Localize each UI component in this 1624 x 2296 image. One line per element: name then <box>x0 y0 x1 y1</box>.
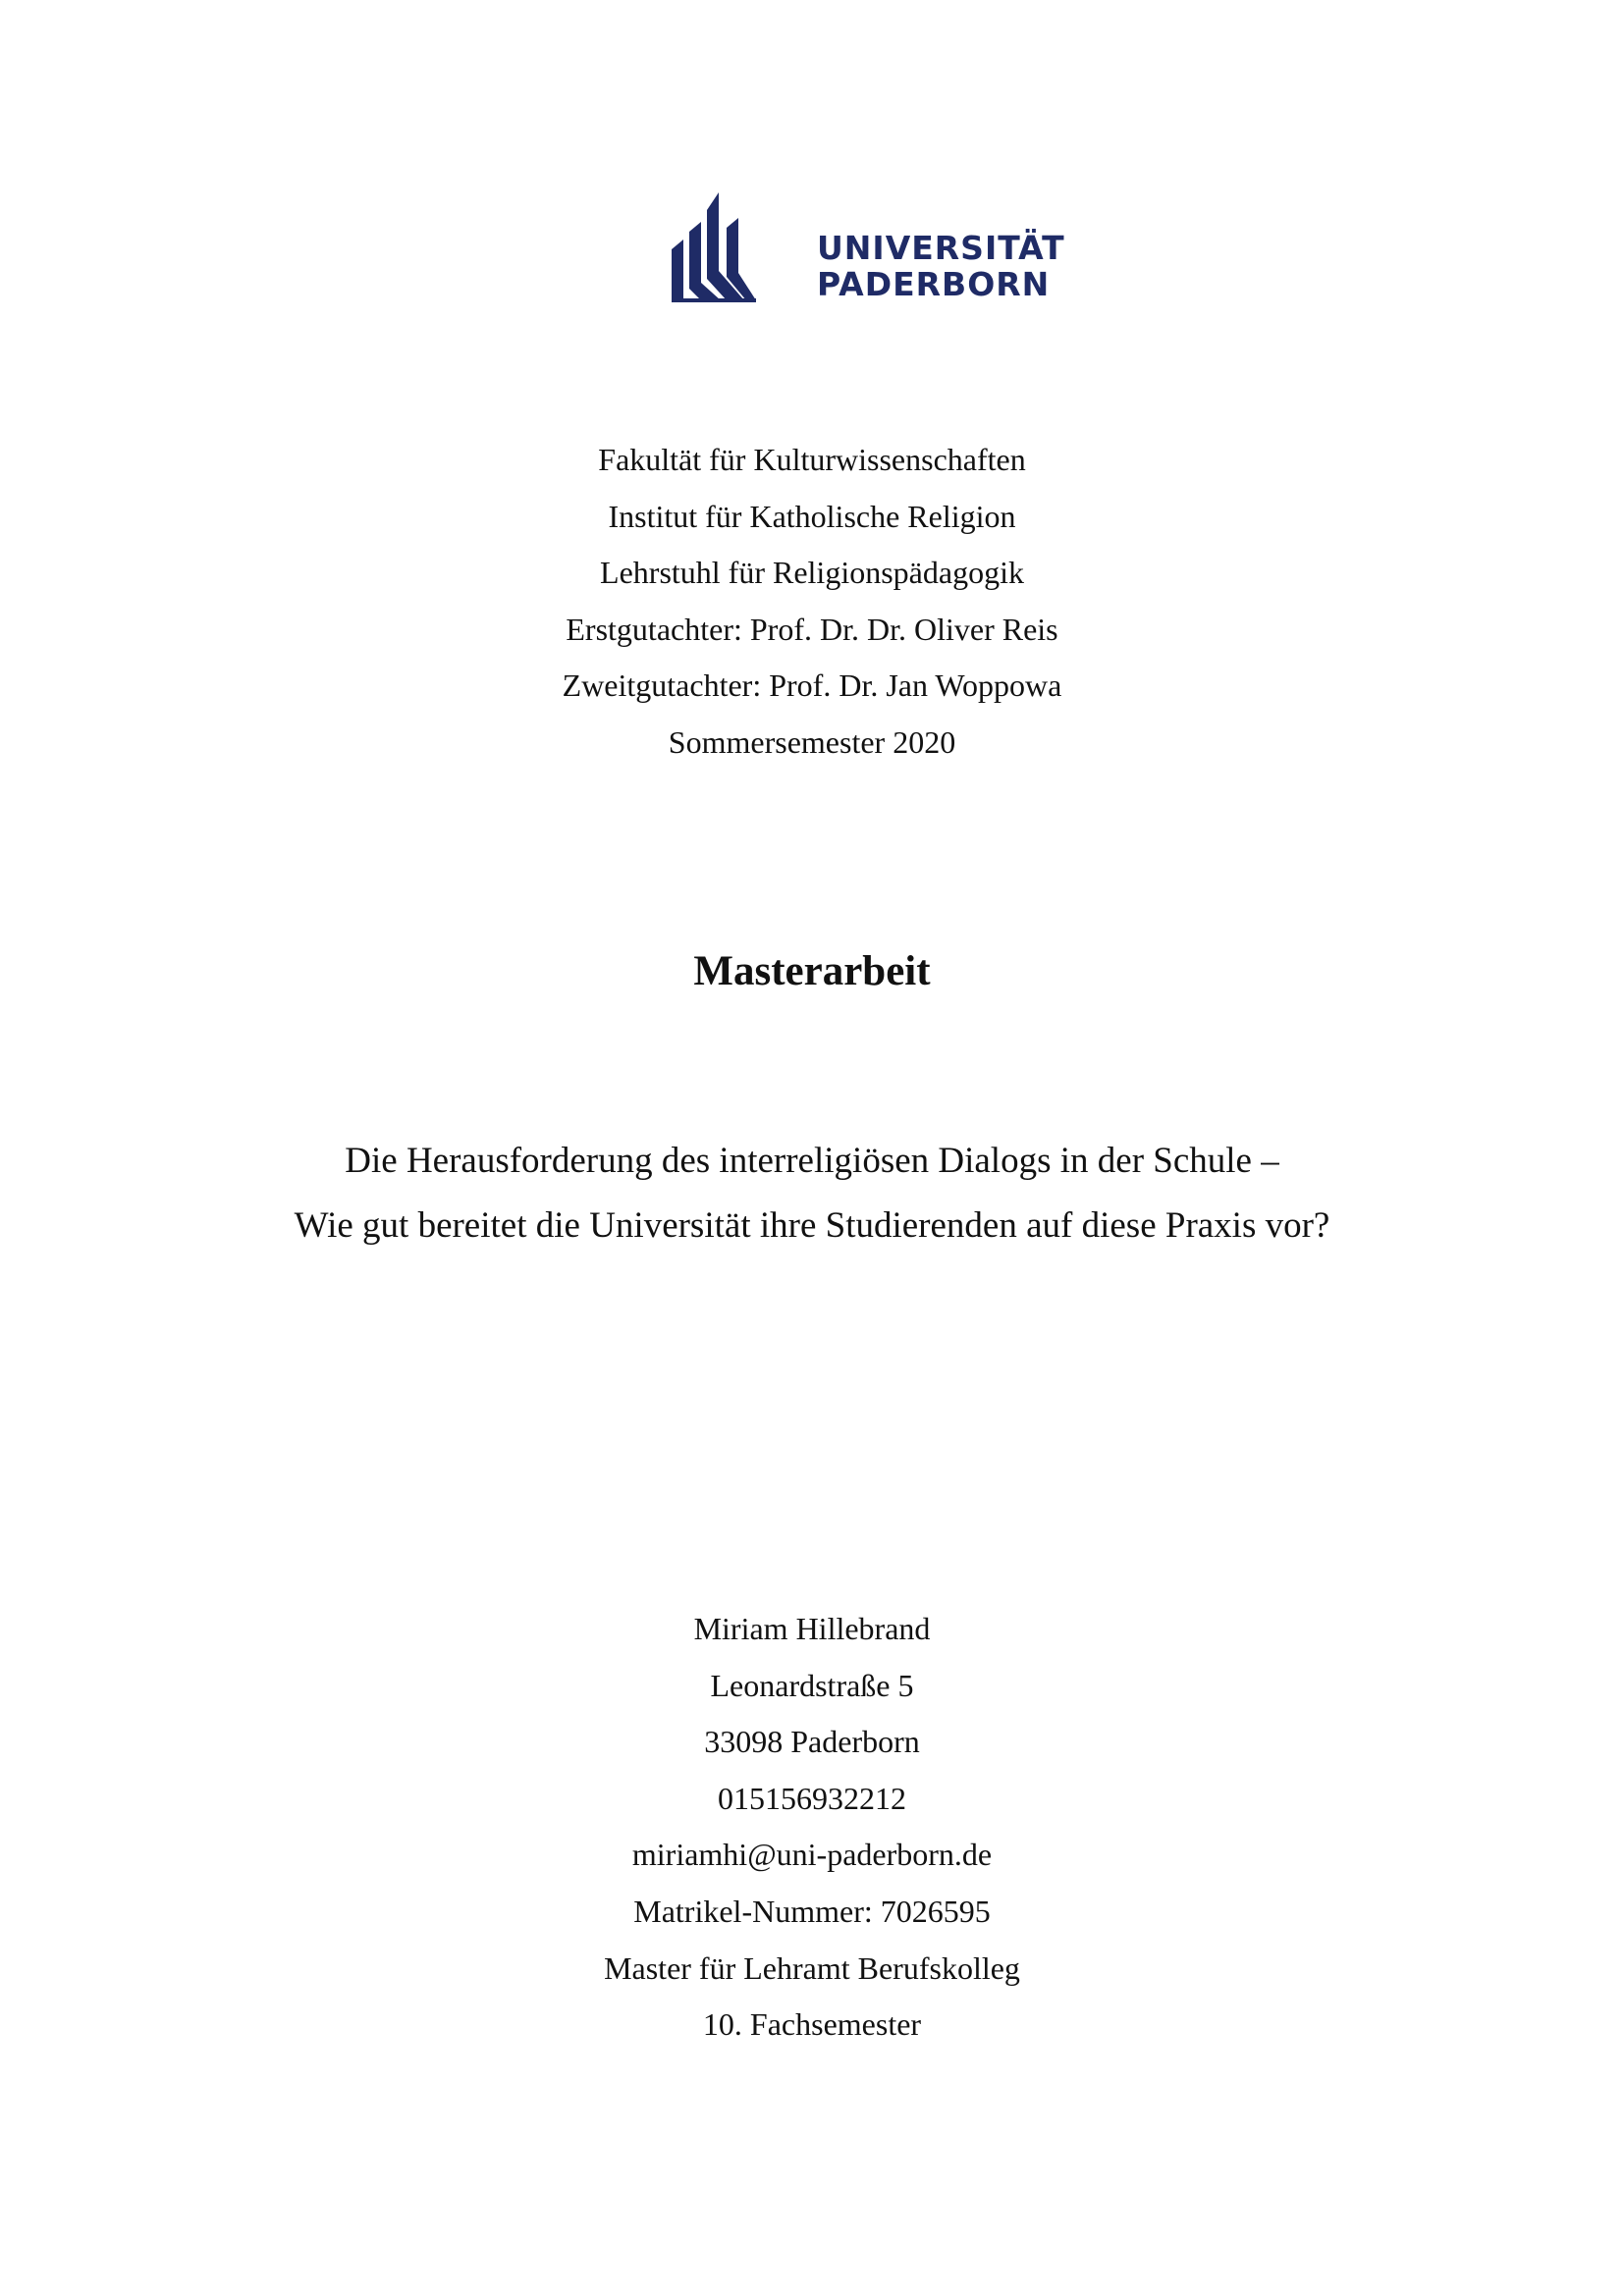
author-matriculation: Matrikel-Nummer: 7026595 <box>633 1893 991 1929</box>
institute-name: Institut für Katholische Religion <box>608 498 1016 534</box>
first-reviewer: Erstgutachter: Prof. Dr. Dr. Oliver Reis <box>566 611 1058 647</box>
thesis-title-line2: Wie gut bereitet die Universität ihre Studierenden auf diese Praxis vor? <box>294 1205 1330 1246</box>
university-name-line2: PADERBORN <box>817 265 1051 303</box>
author-name: Miriam Hillebrand <box>693 1611 931 1646</box>
author-program: Master für Lehramt Berufskolleg <box>604 1949 1020 1986</box>
thesis-title-line1: Die Herausforderung des interreligiösen Dialogs in der Schule – <box>345 1141 1279 1181</box>
faculty-info <box>0 432 1624 772</box>
university-name <box>817 230 1065 302</box>
author-phone: 015156932212 <box>718 1780 906 1816</box>
author-street: Leonardstraße 5 <box>710 1667 914 1703</box>
semester-term: Sommersemester 2020 <box>668 723 956 760</box>
document-type-heading: Masterarbeit <box>693 948 931 994</box>
second-reviewer: Zweitgutachter: Prof. Dr. Jan Woppowa <box>562 667 1062 704</box>
author-semester: 10. Fachsemester <box>702 2006 922 2043</box>
author-info <box>0 1601 1624 2054</box>
university-emblem-icon <box>672 192 809 310</box>
author-city: 33098 Paderborn <box>704 1724 920 1760</box>
university-logo <box>672 192 1065 310</box>
thesis-title <box>0 1129 1624 1258</box>
author-email: miriamhi@uni-paderborn.de <box>631 1837 993 1873</box>
chair-name: Lehrstuhl für Religionspädagogik <box>600 555 1024 591</box>
faculty-name: Fakultät für Kulturwissenschaften <box>598 442 1026 477</box>
university-name-line1: UNIVERSITÄT <box>817 229 1065 267</box>
